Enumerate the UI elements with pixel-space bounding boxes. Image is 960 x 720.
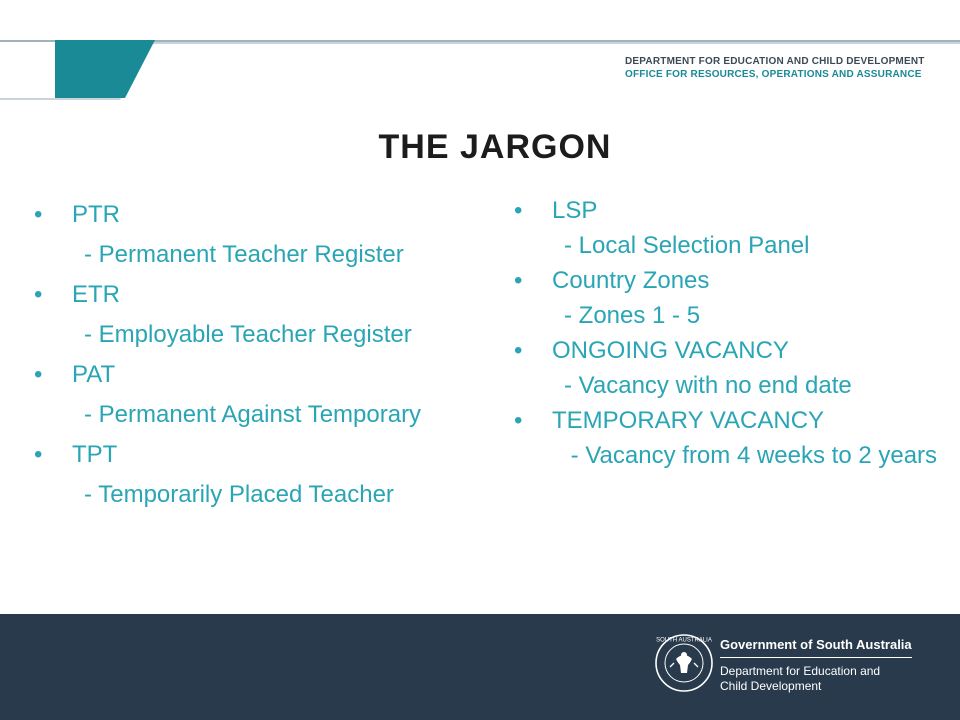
dept-line-2: Child Development (720, 679, 822, 693)
list-item (30, 200, 500, 230)
left-column (30, 200, 500, 520)
bullet-icon: • (34, 361, 43, 388)
government-branding (720, 637, 912, 694)
list-item (510, 336, 940, 366)
list-item (510, 266, 940, 296)
term: PAT (72, 361, 116, 388)
term: TPT (72, 441, 118, 468)
bullet-icon: • (514, 267, 523, 294)
list-item (30, 360, 500, 390)
list-item (510, 406, 940, 436)
south-australia-seal-icon (654, 633, 714, 693)
term-description: - Temporarily Placed Teacher (84, 481, 394, 508)
bullet-icon: • (514, 337, 523, 364)
term-description: - Permanent Teacher Register (84, 241, 404, 268)
bullet-icon: • (34, 281, 43, 308)
term: LSP (552, 197, 598, 224)
term-description: - Vacancy from 4 weeks to 2 years (564, 442, 938, 469)
term: ETR (72, 281, 120, 308)
term-description: - Zones 1 - 5 (564, 302, 701, 329)
term-description: - Local Selection Panel (564, 232, 810, 259)
list-item (510, 196, 940, 226)
header-text (625, 55, 925, 81)
bullet-icon: • (34, 441, 43, 468)
term: Country Zones (552, 267, 710, 294)
bullet-icon: • (34, 201, 43, 228)
term: PTR (72, 201, 120, 228)
list-item (30, 280, 500, 310)
bullet-icon: • (514, 407, 523, 434)
seal-text: SOUTH AUSTRALIA (656, 637, 712, 644)
list-item (30, 440, 500, 470)
right-column (510, 196, 940, 476)
term-description: - Permanent Against Temporary (84, 401, 422, 428)
header-department: DEPARTMENT FOR EDUCATION AND CHILD DEVELOPMENT (625, 56, 925, 67)
bullet-icon: • (514, 197, 523, 224)
header-office: OFFICE FOR RESOURCES, OPERATIONS AND ASSURANCE (625, 69, 922, 80)
dept-line-1: Department for Education and (720, 664, 881, 678)
gov-title: Government of South Australia (720, 637, 912, 652)
term: ONGOING VACANCY (552, 337, 789, 364)
gov-divider (720, 657, 912, 658)
term-description: - Vacancy with no end date (564, 372, 852, 399)
term-description: - Employable Teacher Register (84, 321, 412, 348)
term: TEMPORARY VACANCY (552, 407, 825, 434)
slide-title: THE JARGON (378, 128, 612, 166)
